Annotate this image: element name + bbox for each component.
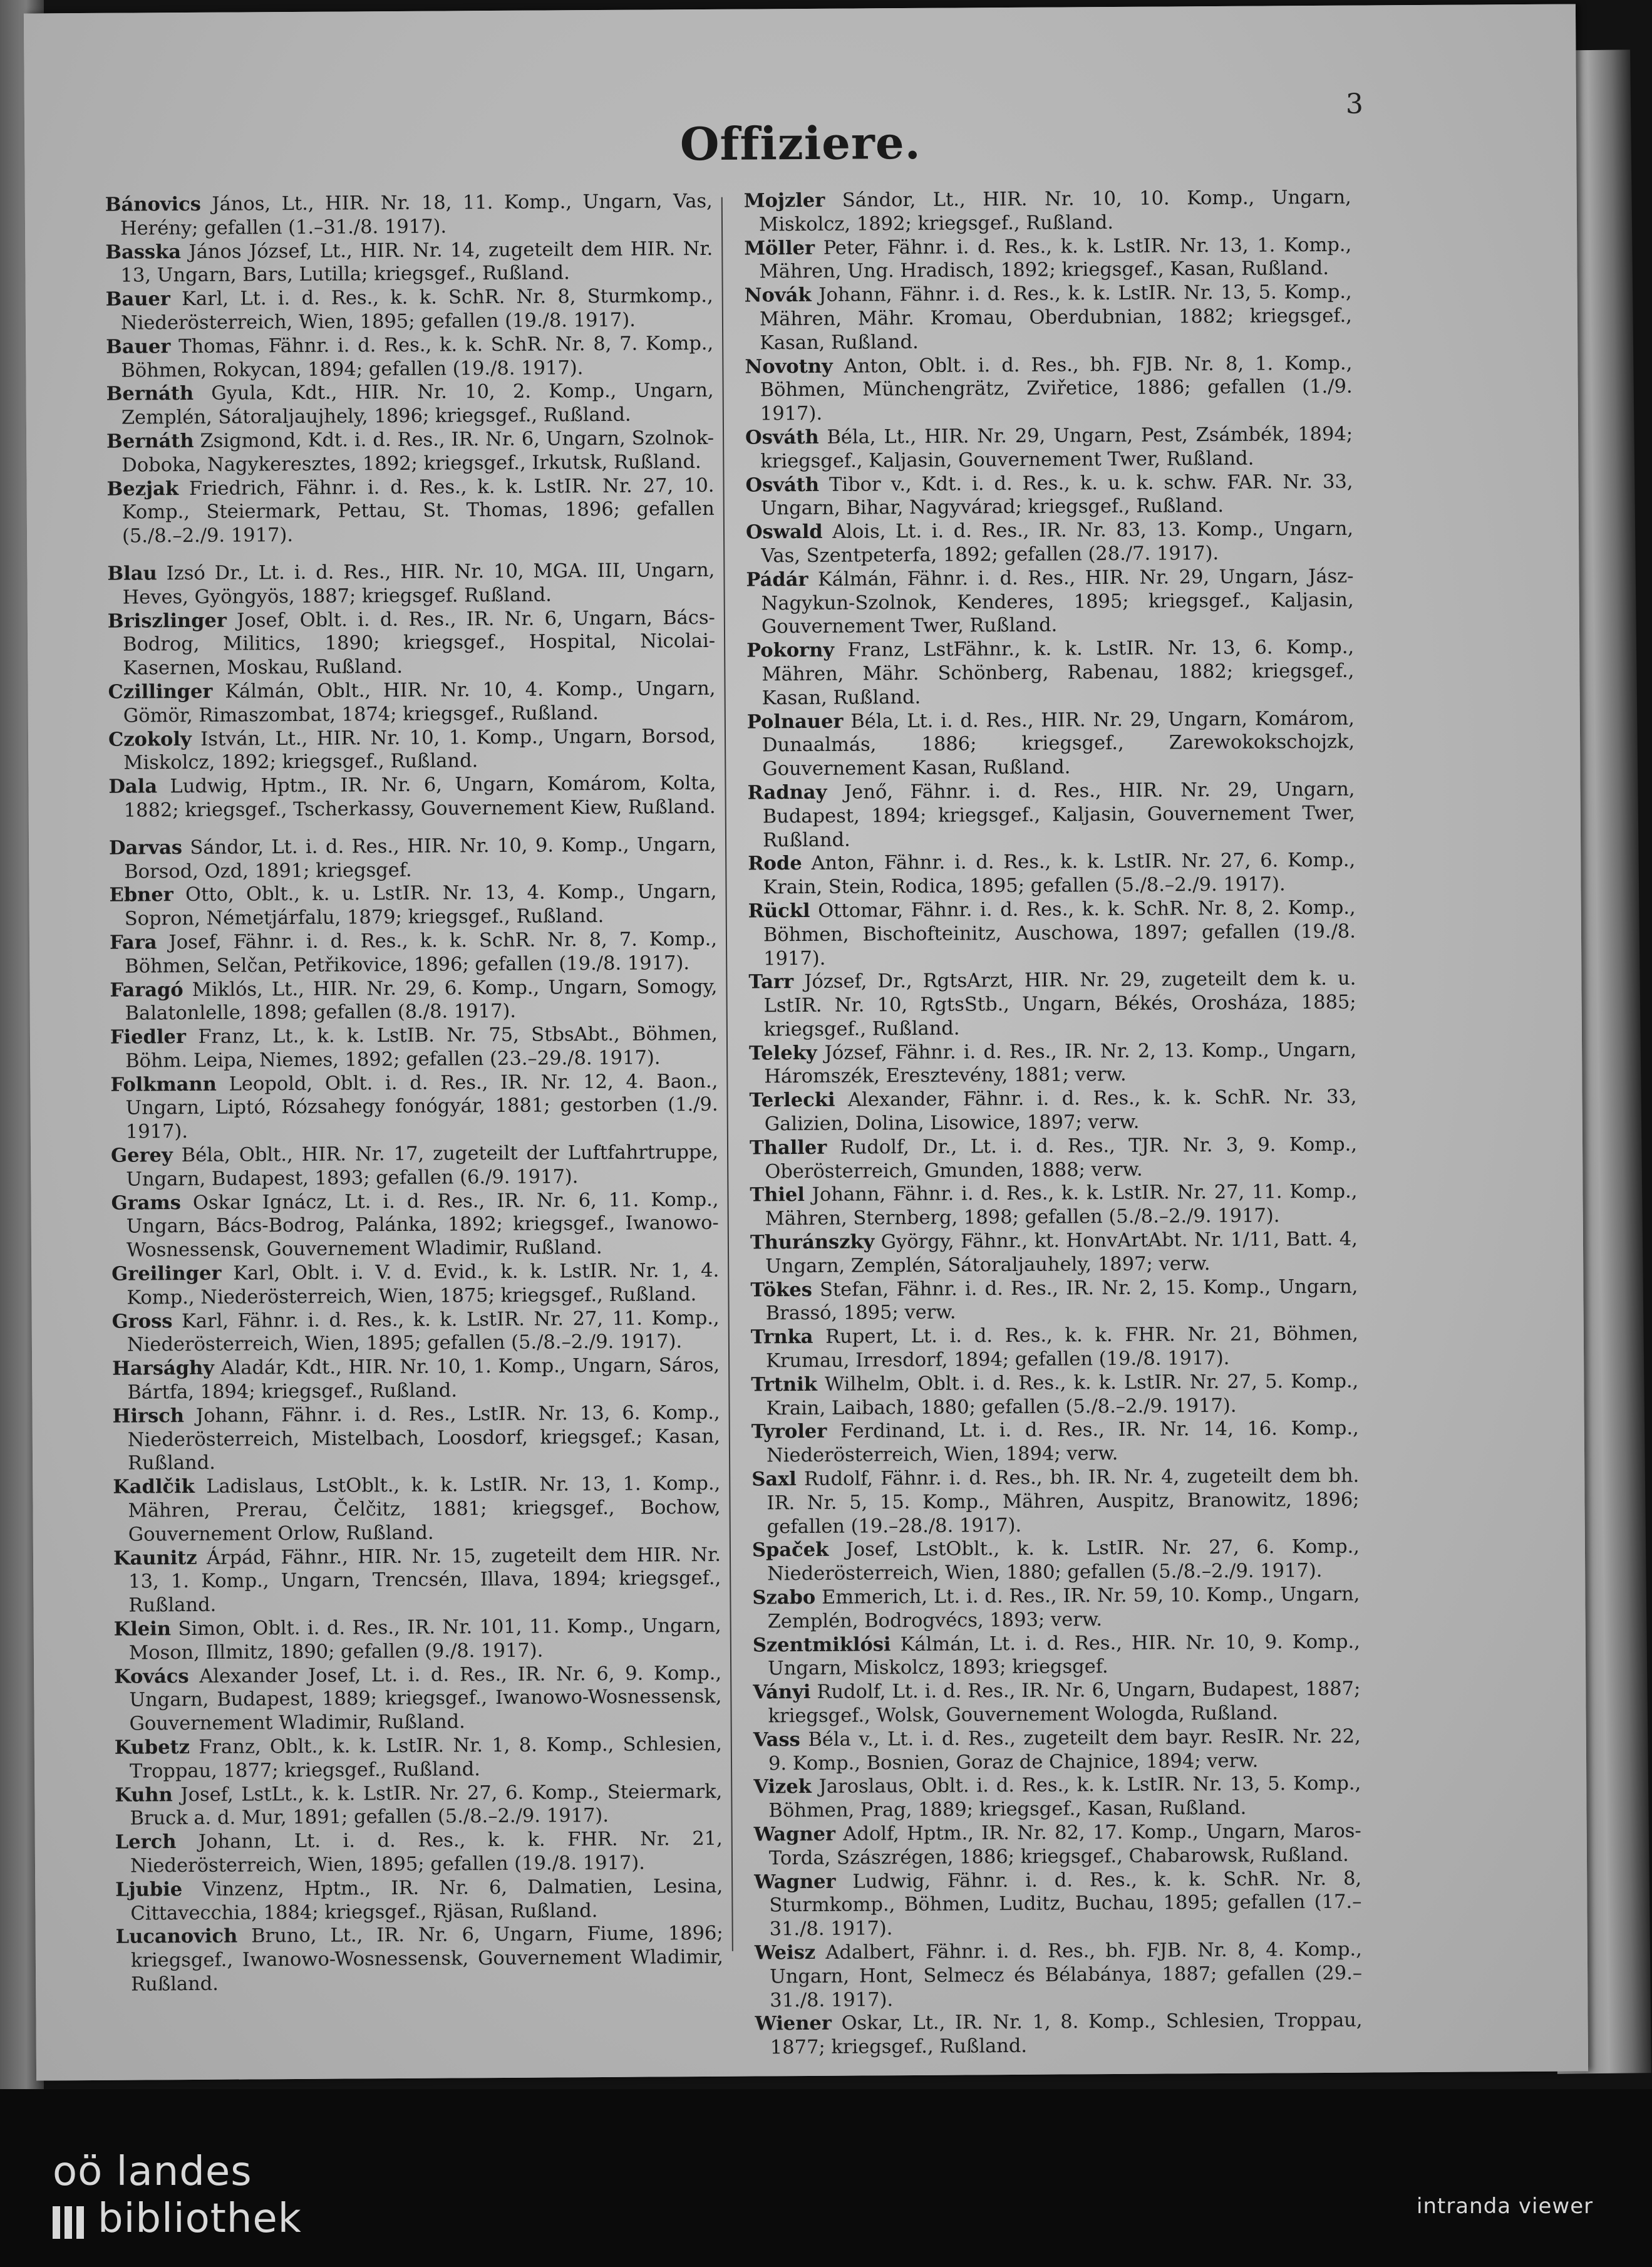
officer-details: Anton, Fähnr. i. d. Res., k. k. LstIR. Nr. 27, 6. Komp., Krain, Stein, Rodica, 1895; gefallen (5./8.–2./9. 1917). bbox=[763, 849, 1356, 899]
officer-details: Franz, LstFähnr., k. k. LstIR. Nr. 13, 6. Komp., Mähren, Mähr. Schönberg, Rabenau, 1882; kriegsgef., Kasan, Rußland. bbox=[761, 636, 1355, 710]
officer-details: Béla, Lt., HIR. Nr. 29, Ungarn, Pest, Zsámbék, 1894; kriegsgef., Kaljasin, Gouvernement Twer, Rußland. bbox=[760, 423, 1353, 473]
officer-entry bbox=[116, 1922, 724, 1996]
officer-surname: Terlecki bbox=[749, 1088, 835, 1112]
officer-surname: Vass bbox=[753, 1728, 800, 1751]
officer-surname: Oswald bbox=[745, 520, 823, 544]
officer-surname: Wiener bbox=[755, 2012, 832, 2035]
officer-entry bbox=[753, 1725, 1361, 1776]
officer-entry bbox=[109, 833, 716, 884]
officer-details: Ferdinand, Lt. i. d. Res., IR. Nr. 14, 16. Komp., Niederösterreich, Wien, 1894; verw. bbox=[766, 1418, 1359, 1467]
officer-surname: Trtnik bbox=[751, 1372, 817, 1396]
officer-surname: Rückl bbox=[748, 899, 810, 923]
officer-surname: Mojzler bbox=[743, 189, 825, 212]
officer-details: György, Fähnr., kt. HonvArtAbt. Nr. 1/11, Batt. 4, Ungarn, Zemplén, Sátoraljauhely, 1897; verw. bbox=[765, 1228, 1358, 1278]
officer-entry bbox=[112, 1354, 720, 1405]
officer-surname: Blau bbox=[107, 562, 157, 585]
officer-details: Stefan, Fähnr. i. d. Res., IR. Nr. 2, 15. Komp., Ungarn, Brassó, 1895; verw. bbox=[765, 1275, 1358, 1325]
officer-entry bbox=[750, 1180, 1357, 1232]
officer-surname: Osváth bbox=[745, 473, 820, 497]
officer-surname: Fiedler bbox=[110, 1025, 187, 1049]
officer-details: Kálmán, Fähnr. i. d. Res., HIR. Nr. 29, Ungarn, Jász-Nagykun-Szolnok, Kenderes, 1895; kriegsgef., Kaljasin, Gouvernement Twer, Rußland. bbox=[761, 565, 1354, 638]
officer-entry bbox=[106, 427, 714, 478]
officer-entry bbox=[115, 1827, 723, 1879]
officer-entry bbox=[105, 237, 713, 288]
officer-entry bbox=[746, 636, 1355, 710]
officer-entry bbox=[753, 1678, 1360, 1729]
officer-details: Tibor v., Kdt. i. d. Res., k. u. k. schw. FAR. Nr. 33, Ungarn, Bihar, Nagyvárad; kriegsgef., Rußland. bbox=[760, 470, 1353, 520]
officer-details: Ludwig, Hptm., IR. Nr. 6, Ungarn, Komárom, Kolta, 1882; kriegsgef., Tscherkassy, Gouvernement Kiew, Rußland. bbox=[123, 772, 716, 822]
officer-surname: Weisz bbox=[754, 1941, 816, 1964]
officer-entry bbox=[751, 1465, 1360, 1539]
officer-surname: Pokorny bbox=[746, 638, 835, 662]
officer-details: Karl, Oblt. i. V. d. Evid., k. k. LstIR. Nr. 1, 4. Komp., Niederösterreich, Wien, 1875; kriegsgef., Rußland. bbox=[126, 1259, 720, 1309]
page-title: Offiziere. bbox=[679, 115, 921, 171]
officer-surname: Briszlinger bbox=[107, 609, 227, 633]
left-column bbox=[105, 190, 724, 1997]
officer-entry bbox=[115, 1875, 723, 1926]
officer-entry bbox=[115, 1780, 722, 1831]
right-column bbox=[744, 186, 1363, 2060]
library-logo-line1[interactable]: oö landes bbox=[53, 2149, 252, 2195]
officer-surname: Lucanovich bbox=[115, 1924, 238, 1949]
officer-details: Franz, Lt., k. k. LstIB. Nr. 75, StbsAbt., Böhmen, Böhm. Leipa, Niemes, 1892; gefallen (23.–29./8. 1917). bbox=[125, 1022, 718, 1072]
officer-details: Friedrich, Fähnr. i. d. Res., k. k. LstIR. Nr. 27, 10. Komp., Steiermark, Pettau, St. Thomas, 1896; gefallen (5./8.–2./9. 1917). bbox=[121, 474, 715, 547]
officer-details: Béla, Oblt., HIR. Nr. 17, zugeteilt der Luftfahrtruppe, Ungarn, Budapest, 1893; gefallen (6./9. 1917). bbox=[126, 1141, 719, 1191]
officer-entry bbox=[745, 351, 1353, 426]
officer-surname: Trnka bbox=[750, 1325, 813, 1349]
officer-details: Ludwig, Fähnr. i. d. Res., k. k. SchR. Nr. 8, Sturmkomp., Böhmen, Luditz, Buchau, 1895; gefallen (17.–31./8. 1917). bbox=[769, 1867, 1362, 1941]
officer-entry bbox=[114, 1661, 722, 1736]
officer-details: Béla, Lt. i. d. Res., HIR. Nr. 29, Ungarn, Komárom, Dunaalmás, 1886; kriegsgef., Zarewokokschojzk, Gouvernement Kasan, Rußland. bbox=[761, 707, 1355, 781]
officer-details: Johann, Fähnr. i. d. Res., LstIR. Nr. 13, 6. Komp., Niederösterreich, Mistelbach, Loosdorf, kriegsgef.; Kasan, Rußland. bbox=[127, 1401, 720, 1475]
officer-details: Aladár, Kdt., HIR. Nr. 10, 1. Komp., Ungarn, Sáros, Bártfa, 1894; kriegsgef., Rußland. bbox=[127, 1354, 720, 1404]
document-page bbox=[24, 4, 1588, 2080]
officer-details: Miklós, Lt., HIR. Nr. 29, 6. Komp., Ungarn, Somogy, Balatonlelle, 1898; gefallen (8./8. 1917). bbox=[125, 975, 718, 1025]
officer-entry bbox=[751, 1417, 1359, 1468]
officer-surname: Thaller bbox=[749, 1136, 827, 1159]
officer-surname: Grams bbox=[111, 1191, 181, 1215]
officer-details: Oskar, Lt., IR. Nr. 1, 8. Komp., Schlesien, Troppau, 1877; kriegsgef., Rußland. bbox=[770, 2009, 1363, 2059]
officer-entry bbox=[749, 1086, 1356, 1137]
officer-surname: Kaunitz bbox=[113, 1546, 197, 1570]
officer-entry bbox=[754, 1820, 1361, 1871]
officer-surname: Harsághy bbox=[112, 1357, 215, 1381]
officer-entry bbox=[753, 1772, 1361, 1823]
officer-entry bbox=[106, 284, 713, 336]
officer-surname: Czokoly bbox=[108, 727, 192, 751]
officer-surname: Szabo bbox=[752, 1585, 816, 1609]
officer-details: Bruno, Lt., IR. Nr. 6, Ungarn, Fiume, 1896; kriegsgef., Iwanowo-Wosnessensk, Gouvernement Wladimir, Rußland. bbox=[130, 1922, 724, 1996]
officer-details: Izsó Dr., Lt. i. d. Res., HIR. Nr. 10, MGA. III, Ungarn, Heves, Gyöngyös, 1887; kriegsgef. Rußland. bbox=[122, 559, 715, 609]
officer-details: Peter, Fähnr. i. d. Res., k. k. LstIR. Nr. 13, 1. Komp., Mähren, Ung. Hradisch, 1892; kriegsgef., Kasan, Rußland. bbox=[759, 234, 1352, 283]
officer-details: János József, Lt., HIR. Nr. 14, zugeteilt dem HIR. Nr. 13, Ungarn, Bars, Lutilla; kriegsgef., Rußland. bbox=[120, 237, 713, 288]
page-number: 3 bbox=[1345, 88, 1364, 120]
officer-surname: Ebner bbox=[109, 883, 173, 907]
officer-entry bbox=[109, 880, 716, 931]
officer-details: Gyula, Kdt., HIR. Nr. 10, 2. Komp., Ungarn, Zemplén, Sátoraljaujhely, 1896; kriegsgef., Rußland. bbox=[121, 380, 714, 429]
officer-surname: Gross bbox=[111, 1309, 173, 1333]
officer-details: Alois, Lt. i. d. Res., IR. Nr. 83, 13. Komp., Ungarn, Vas, Szentpeterfa, 1892; gefallen (28./7. 1917). bbox=[761, 517, 1354, 568]
officer-entry bbox=[750, 1228, 1358, 1279]
officer-entry bbox=[752, 1535, 1360, 1587]
officer-entry bbox=[745, 281, 1353, 355]
officer-details: Árpád, Fähnr., HIR. Nr. 15, zugeteilt dem HIR. Nr. 13, 1. Komp., Ungarn, Trencsén, Illava, 1894; kriegsgef., Rußland. bbox=[128, 1543, 721, 1617]
intranda-viewer-link[interactable]: intranda viewer bbox=[1417, 2194, 1594, 2219]
officer-details: Johann, Lt. i. d. Res., k. k. FHR. Nr. 21, Niederösterreich, Wien, 1895; gefallen (19./8. 1917). bbox=[130, 1828, 723, 1877]
officer-entry bbox=[111, 1259, 719, 1310]
officer-entry bbox=[746, 564, 1354, 639]
officer-surname: Lerch bbox=[115, 1830, 177, 1854]
officer-surname: Szentmiklósi bbox=[752, 1632, 891, 1657]
officer-details: Josef, LstOblt., k. k. LstIR. Nr. 27, 6. Komp., Niederösterreich, Wien, 1880; gefallen (5./8.–2./9. 1917). bbox=[767, 1536, 1360, 1585]
officer-details: Alexander Josef, Lt. i. d. Res., IR. Nr. 6, 9. Komp., Ungarn, Budapest, 1889; kriegsgef., Iwanowo-Wosnessensk, Gouvernement Wladimir, Rußland. bbox=[129, 1662, 722, 1735]
library-logo-bars-icon bbox=[53, 2206, 88, 2239]
officer-entry bbox=[746, 517, 1353, 569]
officer-surname: Czillinger bbox=[108, 680, 213, 703]
officer-details: Josef, Oblt. i. d. Res., IR. Nr. 6, Ungarn, Bács-Bodrog, Militics, 1890; kriegsgef., Hospital, Nicolai-Kasernen, Moskau, Rußland. bbox=[122, 606, 716, 680]
officer-details: Oskar Ignácz, Lt. i. d. Res., IR. Nr. 6, 11. Komp., Ungarn, Bács-Bodrog, Palánka, 1892; kriegsgef., Iwanowo-Wosnessensk, Gouvernement Wladimir, Rußland. bbox=[126, 1188, 719, 1262]
officer-surname: Radnay bbox=[747, 781, 827, 804]
officer-surname: Dala bbox=[108, 775, 158, 798]
officer-details: Sándor, Lt. i. d. Res., HIR. Nr. 10, 9. Komp., Ungarn, Borsod, Ozd, 1891; kriegsgef. bbox=[124, 833, 717, 883]
officer-surname: Thuránszky bbox=[750, 1230, 875, 1254]
officer-entry bbox=[110, 1022, 718, 1074]
officer-entry bbox=[751, 1322, 1358, 1374]
officer-details: Franz, Oblt., k. k. LstIR. Nr. 1, 8. Komp., Schlesien, Troppau, 1877; kriegsgef., Rußland. bbox=[129, 1733, 722, 1783]
officer-details: Karl, Lt. i. d. Res., k. k. SchR. Nr. 8, Sturmkomp., Niederösterreich, Wien, 1895; gefallen (19./8. 1917). bbox=[120, 285, 713, 335]
officer-surname: Bánovics bbox=[105, 192, 202, 216]
officer-entry bbox=[113, 1543, 721, 1617]
officer-surname: Bauer bbox=[106, 335, 171, 358]
officer-details: Rudolf, Fähnr. i. d. Res., bh. IR. Nr. 4, zugeteilt dem bh. IR. Nr. 5, 15. Komp., Mähren, Auspitz, Branowitz, 1896; gefallen (19.–28./8. 1917). bbox=[767, 1465, 1360, 1538]
officer-entry bbox=[113, 1401, 721, 1476]
officer-entry bbox=[110, 975, 717, 1026]
officer-entry bbox=[115, 1733, 722, 1784]
officer-details: Rudolf, Lt. i. d. Res., IR. Nr. 6, Ungarn, Budapest, 1887; kriegsgef., Wolsk, Gouvernement Wologda, Rußland. bbox=[768, 1678, 1361, 1728]
officer-surname: Novotny bbox=[745, 355, 833, 378]
officer-surname: Fara bbox=[109, 931, 157, 954]
officer-entry bbox=[106, 379, 714, 430]
officer-details: Thomas, Fähnr. i. d. Res., k. k. SchR. Nr. 8, 7. Komp., Böhmen, Rokycan, 1894; gefallen (19./8. 1917). bbox=[121, 332, 714, 382]
officer-surname: Novák bbox=[744, 284, 812, 307]
officer-entry bbox=[108, 677, 715, 729]
officer-details: Simon, Oblt. i. d. Res., IR. Nr. 101, 11. Komp., Ungarn, Moson, Illmitz, 1890; gefallen (9./8. 1917). bbox=[128, 1614, 721, 1664]
officer-surname: Klein bbox=[113, 1617, 172, 1641]
library-logo-line2[interactable]: bibliothek bbox=[98, 2196, 302, 2242]
officer-entry bbox=[106, 332, 713, 383]
officer-entry bbox=[108, 606, 716, 680]
officer-details: Kálmán, Oblt., HIR. Nr. 10, 4. Komp., Ungarn, Gömör, Rimaszombat, 1874; kriegsgef., Rußland. bbox=[123, 677, 716, 727]
officer-surname: Wagner bbox=[754, 1870, 836, 1894]
officer-surname: Tökes bbox=[750, 1278, 812, 1302]
officer-surname: Polnauer bbox=[746, 710, 844, 734]
officer-surname: Wagner bbox=[753, 1822, 836, 1846]
officer-details: Jenő, Fähnr. i. d. Res., HIR. Nr. 29, Ungarn, Budapest, 1894; kriegsgef., Kaljasin, Gouvernement Twer, Rußland. bbox=[762, 778, 1355, 851]
officer-surname: Kadlčik bbox=[113, 1475, 195, 1499]
officer-entry bbox=[755, 1938, 1363, 2013]
officer-details: Leopold, Oblt. i. d. Res., IR. Nr. 12, 4. Baon., Ungarn, Liptó, Rózsahegy fonógyár, 1881; gestorben (1./9. 1917). bbox=[125, 1070, 718, 1143]
officer-entry bbox=[108, 772, 716, 823]
officer-entry bbox=[111, 1141, 718, 1192]
officer-entry bbox=[755, 2009, 1362, 2060]
officer-details: Béla v., Lt. i. d. Res., zugeteilt dem bayr. ResIR. Nr. 22, 9. Komp., Bosnien, Goraz de Chajnice, 1894; verw. bbox=[768, 1725, 1361, 1775]
officer-entry bbox=[110, 928, 717, 979]
officer-surname: Möller bbox=[744, 236, 815, 260]
officer-entry bbox=[114, 1614, 721, 1666]
officer-surname: Pádár bbox=[746, 568, 808, 591]
officer-details: István, Lt., HIR. Nr. 10, 1. Komp., Ungarn, Borsod, Miskolcz, 1892; kriegsgef., Rußland. bbox=[123, 725, 716, 774]
officer-entry bbox=[745, 423, 1353, 474]
officer-surname: Tarr bbox=[748, 970, 794, 993]
officer-details: József, Dr., RgtsArzt, HIR. Nr. 29, zugeteilt dem k. u. LstIR. Nr. 10, RgtsStb., Ungarn, Békés, Orosháza, 1885; kriegsgef., Rußland. bbox=[763, 967, 1356, 1041]
officer-details: József, Fähnr. i. d. Res., IR. Nr. 2, 13. Komp., Ungarn, Háromszék, Eresztevény, 1881; verw. bbox=[764, 1039, 1357, 1088]
officer-entry bbox=[752, 1583, 1360, 1634]
officer-details: Otto, Oblt., k. u. LstIR. Nr. 13, 4. Komp., Ungarn, Sopron, Németjárfalu, 1879; kriegsgef., Rußland. bbox=[124, 881, 717, 930]
officer-details: Kálmán, Lt. i. d. Res., HIR. Nr. 10, 9. Komp., Ungarn, Miskolcz, 1893; kriegsgef. bbox=[768, 1631, 1360, 1680]
officer-surname: Bauer bbox=[105, 288, 171, 311]
officer-surname: Basska bbox=[105, 240, 182, 264]
officer-details: Sándor, Lt., HIR. Nr. 10, 10. Komp., Ungarn, Miskolcz, 1892; kriegsgef., Rußland. bbox=[758, 186, 1351, 236]
officer-entry bbox=[745, 470, 1353, 521]
officer-entry bbox=[744, 186, 1351, 237]
officer-entry bbox=[750, 1275, 1358, 1326]
officer-details: János, Lt., HIR. Nr. 18, 11. Komp., Ungarn, Vas, Herény; gefallen (1.–31./8. 1917). bbox=[120, 190, 713, 240]
officer-surname: Kubetz bbox=[114, 1736, 190, 1759]
officer-details: Adalbert, Fähnr. i. d. Res., bh. FJB. Nr. 8, 4. Komp., Ungarn, Hont, Selmecz és Bélabánya, 1887; gefallen (29.–31./8. 1917). bbox=[770, 1938, 1363, 2011]
officer-entry bbox=[744, 233, 1351, 284]
officer-surname: Ljubie bbox=[115, 1877, 183, 1901]
officer-details: Josef, LstLt., k. k. LstIR. Nr. 27, 6. Komp., Steiermark, Bruck a. d. Mur, 1891; gefallen (5./8.–2./9. 1917). bbox=[130, 1780, 723, 1830]
officer-entry bbox=[111, 1188, 719, 1263]
officer-entry bbox=[110, 1070, 718, 1144]
officer-surname: Osváth bbox=[745, 425, 819, 449]
officer-details: Karl, Fähnr. i. d. Res., k. k. LstIR. Nr. 27, 11. Komp., Niederösterreich, Wien, 1895; gefallen (5./8.–2./9. 1917). bbox=[126, 1307, 720, 1357]
officer-surname: Ványi bbox=[753, 1681, 811, 1704]
officer-surname: Rode bbox=[748, 852, 802, 875]
officer-details: Rudolf, Dr., Lt. i. d. Res., TJR. Nr. 3, 9. Komp., Oberösterreich, Gmunden, 1888; verw. bbox=[765, 1133, 1358, 1183]
officer-surname: Bernáth bbox=[106, 382, 194, 406]
officer-entry bbox=[748, 967, 1356, 1042]
officer-surname: Greilinger bbox=[111, 1262, 222, 1285]
officer-surname: Bernáth bbox=[106, 429, 194, 453]
officer-entry bbox=[750, 1133, 1357, 1185]
officer-details: Josef, Fähnr. i. d. Res., k. k. SchR. Nr. 8, 7. Komp., Böhmen, Selčan, Petřikovice, 1896; gefallen (19./8. 1917). bbox=[125, 928, 718, 978]
officer-surname: Teleky bbox=[748, 1041, 817, 1065]
officer-surname: Bezjak bbox=[106, 477, 179, 501]
officer-surname: Tyroler bbox=[751, 1420, 827, 1443]
officer-details: Rupert, Lt. i. d. Res., k. k. FHR. Nr. 21, Böhmen, Krumau, Irresdorf, 1894; gefallen (19./8. 1917). bbox=[766, 1322, 1358, 1372]
officer-surname: Spaček bbox=[751, 1538, 829, 1562]
officer-surname: Kovács bbox=[114, 1664, 189, 1688]
officer-surname: Faragó bbox=[110, 978, 183, 1002]
officer-entry bbox=[749, 1038, 1356, 1089]
officer-details: Vinzenz, Hptm., IR. Nr. 6, Dalmatien, Lesina, Cittavecchia, 1884; kriegsgef., Rjäsan, Rußland. bbox=[130, 1875, 723, 1925]
officer-surname: Hirsch bbox=[112, 1404, 185, 1428]
officer-entry bbox=[105, 190, 713, 241]
officer-entry bbox=[107, 559, 715, 610]
officer-details: Emmerich, Lt. i. d. Res., IR. Nr. 59, 10. Komp., Ungarn, Zemplén, Bodrogvécs, 1893; verw. bbox=[767, 1583, 1360, 1633]
officer-surname: Thiel bbox=[750, 1183, 805, 1207]
column-divider bbox=[721, 197, 733, 1951]
officer-entry bbox=[106, 474, 715, 548]
officer-entry bbox=[113, 1472, 721, 1547]
officer-details: Johann, Fähnr. i. d. Res., k. k. LstIR. Nr. 13, 5. Komp., Mähren, Mähr. Kromau, Oberdubnian, 1882; kriegsgef., Kasan, Rußland. bbox=[759, 281, 1353, 355]
officer-entry bbox=[748, 849, 1355, 900]
officer-details: Johann, Fähnr. i. d. Res., k. k. LstIR. Nr. 27, 11. Komp., Mähren, Sternberg, 1898; gefallen (5./8.–2./9. 1917). bbox=[765, 1181, 1358, 1230]
officer-surname: Kuhn bbox=[115, 1783, 173, 1807]
officer-details: Anton, Oblt. i. d. Res., bh. FJB. Nr. 8, 1. Komp., Böhmen, Münchengrätz, Zviřetice, 1886; gefallen (1./9. 1917). bbox=[760, 352, 1353, 425]
officer-details: Ottomar, Fähnr. i. d. Res., k. k. SchR. Nr. 8, 2. Komp., Böhmen, Bischofteinitz, Auschowa, 1897; gefallen (19./8. 1917). bbox=[763, 896, 1356, 970]
officer-entry bbox=[747, 778, 1355, 853]
officer-details: Wilhelm, Oblt. i. d. Res., k. k. LstIR. Nr. 27, 5. Komp., Krain, Laibach, 1880; gefallen (5./8.–2./9. 1917). bbox=[766, 1370, 1359, 1420]
officer-entry bbox=[753, 1630, 1360, 1681]
officer-details: Alexander, Fähnr. i. d. Res., k. k. SchR. Nr. 33, Galizien, Dolina, Lisowice, 1897; verw. bbox=[764, 1086, 1357, 1136]
officer-surname: Darvas bbox=[108, 836, 183, 859]
officer-surname: Gerey bbox=[110, 1144, 173, 1167]
officer-surname: Vizek bbox=[753, 1775, 812, 1798]
officer-entry bbox=[748, 896, 1356, 971]
officer-entry bbox=[754, 1867, 1362, 1941]
officer-surname: Folkmann bbox=[110, 1072, 217, 1096]
officer-details: Jaroslaus, Oblt. i. d. Res., k. k. LstIR. Nr. 13, 5. Komp., Böhmen, Prag, 1889; kriegsgef., Kasan, Rußland. bbox=[768, 1772, 1361, 1822]
officer-entry bbox=[751, 1369, 1358, 1421]
officer-details: Zsigmond, Kdt. i. d. Res., IR. Nr. 6, Ungarn, Szolnok-Doboka, Nagykeresztes, 1892; kriegsgef., Irkutsk, Rußland. bbox=[121, 427, 715, 477]
officer-details: Ladislaus, LstOblt., k. k. LstIR. Nr. 13, 1. Komp., Mähren, Prerau, Čelčitz, 1881; kriegsgef., Bochow, Gouvernement Orlow, Rußland. bbox=[128, 1473, 721, 1546]
officer-surname: Saxl bbox=[751, 1468, 797, 1491]
officer-entry bbox=[108, 724, 716, 776]
officer-entry bbox=[112, 1307, 720, 1358]
officer-details: Adolf, Hptm., IR. Nr. 82, 17. Komp., Ungarn, Maros-Torda, Szászrégen, 1886; kriegsgef., Chabarowsk, Rußland. bbox=[768, 1820, 1361, 1870]
officer-entry bbox=[747, 707, 1355, 781]
